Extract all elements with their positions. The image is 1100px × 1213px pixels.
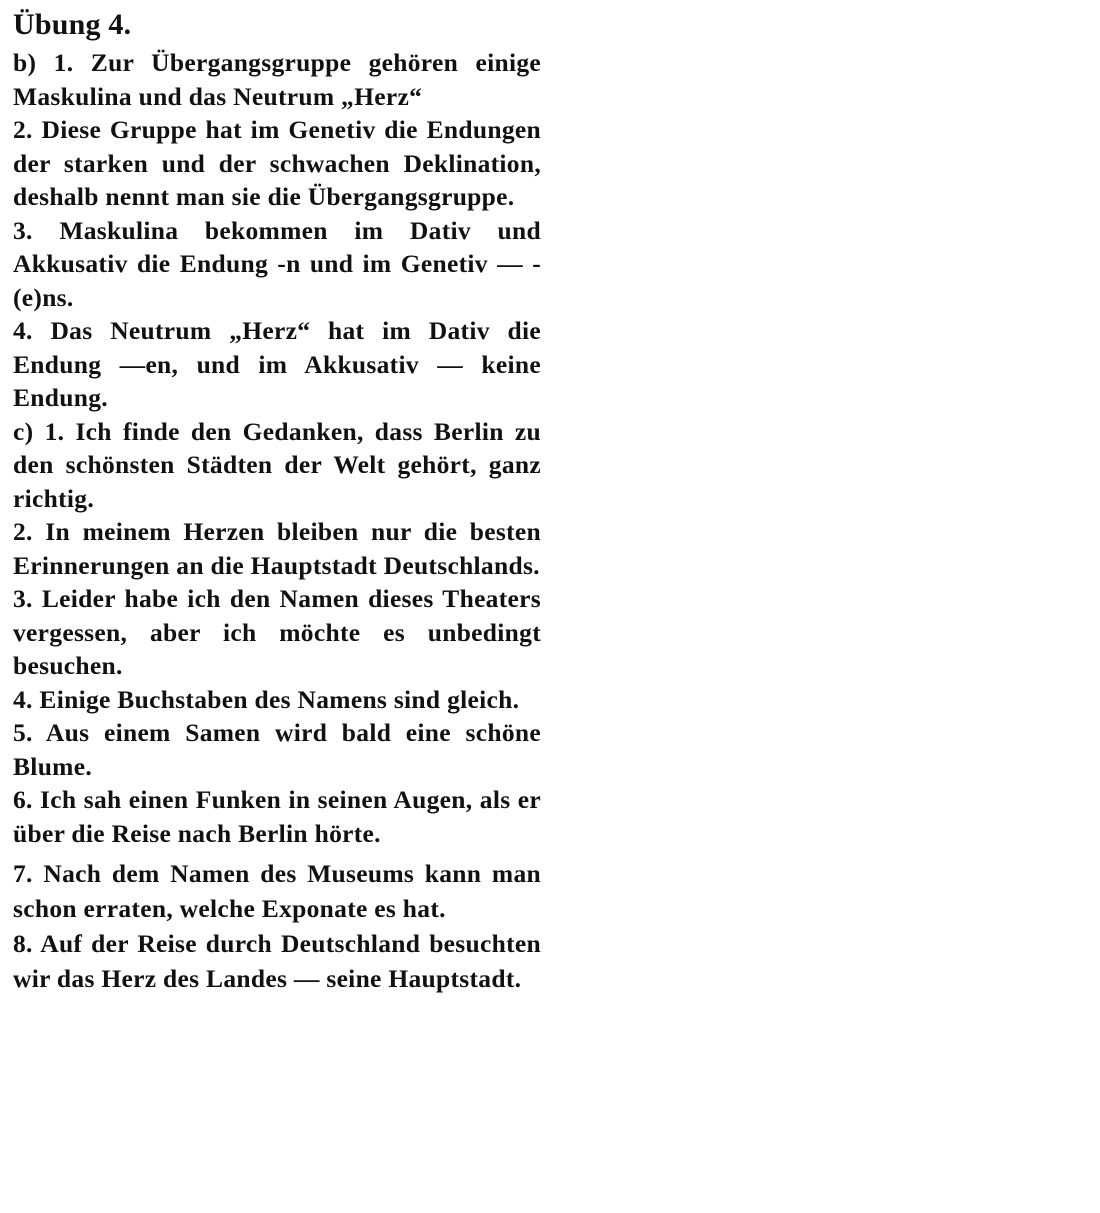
- answer-c-7: 7. Nach dem Namen des Museums kann man schon erraten, welche Exponate es hat.: [13, 859, 541, 923]
- answer-c-8: 8. Auf der Reise durch Deutschland besuchten wir das Herz des Landes — seine Hauptstadt.: [13, 929, 541, 993]
- answer-c-5: 5. Aus einem Samen wird bald eine schöne Blume.: [13, 718, 541, 781]
- answer-c-2: 2. In meinem Herzen bleiben nur die besten Erinnerungen an die Hauptstadt Deutschlands.: [13, 517, 541, 580]
- answer-c-6: 6. Ich sah einen Funken in seinen Augen, als er über die Reise nach Berlin hörte.: [13, 785, 541, 848]
- answer-b-2: 2. Diese Gruppe hat im Genetiv die Endungen der starken und der schwachen Deklination, deshalb nennt man sie die Übergangsgruppe.: [13, 115, 541, 211]
- answer-c-4: 4. Einige Buchstaben des Namens sind gleich.: [13, 684, 520, 714]
- exercise-page: [13, 6, 541, 996]
- answer-b-4: 4. Das Neutrum „Herz“ hat im Dativ die Endung —en, und im Akkusativ — keine Endung.: [13, 316, 541, 412]
- answer-c-3: 3. Leider habe ich den Namen dieses Theaters vergessen, aber ich möchte es unbedingt besuchen.: [13, 584, 541, 680]
- exercise-title: Übung 4.: [13, 8, 132, 41]
- answer-b-3: 3. Maskulina bekommen im Dativ und Akkusativ die Endung -n und im Genetiv — -(e)ns.: [13, 215, 541, 312]
- answer-b-1: b) 1. Zur Übergangsgruppe gehören einige Maskulina und das Neutrum „Herz“: [13, 48, 541, 111]
- answer-c-1: c) 1. Ich finde den Gedanken, dass Berlin zu den schönsten Städten der Welt gehört, ganz richtig.: [13, 416, 541, 513]
